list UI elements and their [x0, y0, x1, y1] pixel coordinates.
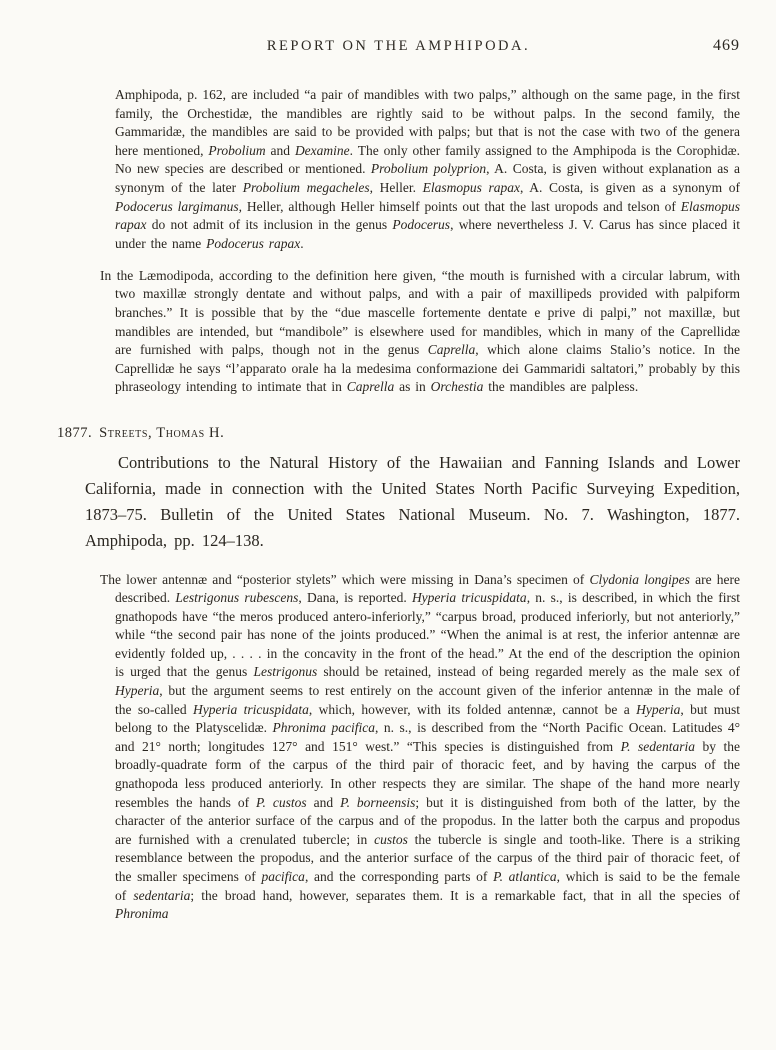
annotation-paragraph-3: The lower antennæ and “posterior stylets” which were missing in Dana’s specimen of Clydonia longipes are here described. Lestrigonus rubescens, Dana, is reported. Hyperia tricuspidata, n. s., is described, in which the first gnathopods have “the meros produced antero-inferiorly,” “carpus broad, produced inferiorly, but not anteriorly,” while “the second pair has none of the joints produced.” “When the animal is at rest, the inferior antennæ are evidently folded up, . . . . in the concavity in the front of the head.” At the end of the description the opinion is urged that the genus Lestrigonus should be retained, instead of being regarded merely as the male sex of Hyperia, but the argument seems to rest entirely on the account given of the inferior antennæ in the male of the so-called Hyperia tricuspidata, which, however, with its folded antennæ, cannot be a Hyperia, but must belong to the Platyscelidæ. Phronima pacifica, n. s., is described from the “North Pacific Ocean. Latitudes 4° and 21° north; longitudes 127° and 151° west.” “This species is distinguished from P. sedentaria by the broadly-quadrate form of the carpus of the third pair of thoracic feet, and by having the carpus of the gnathopoda less produced anteriorly. In other respects they are similar. The shape of the hand more nearly resembles the hands of P. custos and P. borneensis; but it is distinguished from both of the latter, by the character of the anterior surface of the carpus and of the propodus. In the latter both the carpus and propodus are furnished with a crenulated tubercle; in custos the tubercle is single and tooth-like. There is a striking resemblance between the propodus, and the anterior surface of the carpus of the third pair of thoracic feet, of the smaller specimens of pacifica, and the corresponding parts of P. atlantica, which is said to be the female of sedentaria; the broad hand, however, separates them. It is a remarkable fact, that in all the species of Phronima — [100, 571, 741, 922]
page-header — [57, 38, 740, 60]
entry-author: Streets, Thomas H. — [99, 425, 225, 441]
running-title: REPORT ON THE AMPHIPODA. — [266, 38, 531, 54]
annotation-paragraph-2: In the Læmodipoda, according to the definition here given, “the mouth is furnished with a circular labrum, with two maxillæ strongly dentate and without palps, and with a pair of maxillipeds provided with palpiform branches.” It is possible that by the “due mascelle fortemente dentate e prive di palpi,” not maxillæ, but mandibles are intended, but “mandibole” is elsewhere used for mandibles, which in many of the Caprellidæ are furnished with palps, though not in the genus Caprella, which alone claims Stalio’s notice. In the Caprellidæ he says “l’apparato orale ha la medesima conformazione dei Gammaridi saltatori,” probably by this phraseology intending to intimate that in Caprella as in Orchestia the mandibles are palpless. — [100, 267, 740, 395]
entry-heading — [57, 423, 740, 443]
entry-year: 1877. — [57, 425, 93, 441]
citation-paragraph: Contributions to the Natural History of the Hawaiian and Fanning Islands and Lower California, made in connection with the United States North Pacific Surveying Expedition, 1873–75. Bulletin of the United States National Museum. No. 7. Washington, 1877. Amphipoda, pp. 124–138. — [85, 453, 740, 550]
page-number: 469 — [713, 37, 740, 54]
annotation-paragraph-1: Amphipoda, p. 162, are included “a pair of mandibles with two palps,” although on the same page, in the first family, the Orchestidæ, the mandibles are rightly said to be without palps. In the second family, the Gammaridæ, the mandibles are said to be provided with palps; but that is not the case with two of the genera here mentioned, Probolium and Dexamine. The only other family assigned to the Amphipoda is the Corophidæ. No new species are described or mentioned. Probolium polyprion, A. Costa, is given without explanation as a synonym of the later Probolium megacheles, Heller. Elasmopus rapax, A. Costa, is given as a synonym of Podocerus largimanus, Heller, although Heller himself points out that the last uropods and telson of Elasmopus rapax do not admit of its inclusion in the genus Podocerus, where nevertheless J. V. Carus has since placed it under the name Podocerus rapax. — [115, 87, 740, 251]
